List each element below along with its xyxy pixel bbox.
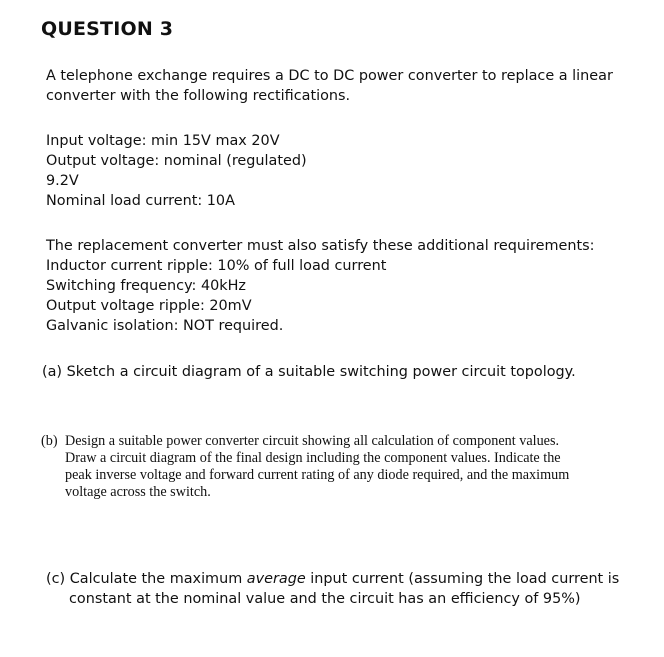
part-b-line: peak inverse voltage and forward current rating of any diode required, and the maximum: [65, 467, 570, 483]
part-c-emphasis: average: [246, 571, 306, 587]
part-c-text-before: Calculate the maximum: [69, 571, 243, 587]
spec-output-voltage-value: 9.2V: [46, 173, 79, 189]
requirements-intro: The replacement converter must also satisfy these additional requirements:: [46, 238, 595, 254]
spec-load-current: Nominal load current: 10A: [46, 193, 235, 209]
part-b-label: (b): [41, 433, 58, 449]
part-c-text-after: input current (assuming the load current is: [310, 571, 620, 587]
part-a-label: (a): [42, 364, 63, 380]
requirement-inductor-ripple: Inductor current ripple: 10% of full load current: [46, 258, 387, 274]
intro-paragraph: [46, 66, 613, 106]
intro-line: A telephone exchange requires a DC to DC power converter to replace a linear: [46, 68, 613, 84]
requirement-voltage-ripple: Output voltage ripple: 20mV: [46, 298, 252, 314]
requirement-isolation: Galvanic isolation: NOT required.: [46, 318, 284, 334]
part-a-text: Sketch a circuit diagram of a suitable switching power circuit topology.: [66, 364, 576, 380]
intro-line: converter with the following rectifications.: [46, 88, 351, 104]
part-b-line: Draw a circuit diagram of the final design including the component values. Indicate the: [65, 450, 561, 466]
part-c-first-line: [46, 569, 619, 589]
part-c-label: (c): [46, 571, 66, 587]
additional-requirements: [46, 236, 594, 336]
part-c: [46, 569, 619, 609]
spec-input-voltage: Input voltage: min 15V max 20V: [46, 133, 280, 149]
question-title: QUESTION 3: [41, 18, 174, 40]
part-b: [41, 433, 569, 501]
part-a: [42, 362, 576, 382]
part-b-line: Design a suitable power converter circuit showing all calculation of component values.: [65, 433, 560, 449]
part-b-first-line: [41, 433, 569, 450]
part-b-line: voltage across the switch.: [65, 484, 211, 500]
spec-list: [46, 131, 307, 211]
requirement-switching-frequency: Switching frequency: 40kHz: [46, 278, 246, 294]
spec-output-voltage: Output voltage: nominal (regulated): [46, 153, 307, 169]
part-c-second-line: constant at the nominal value and the circuit has an efficiency of 95%): [69, 591, 581, 607]
